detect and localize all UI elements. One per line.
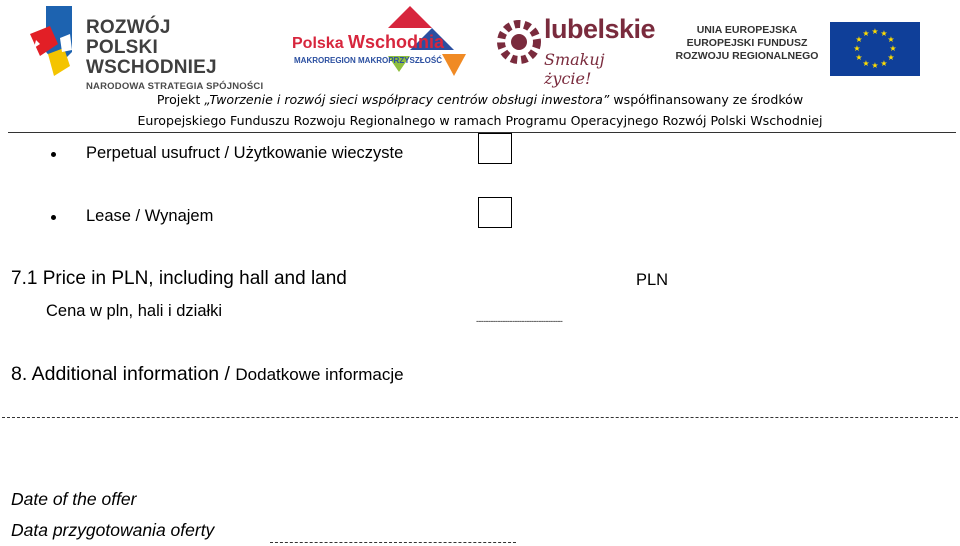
project-line-2: Europejskiego Funduszu Rozwoju Regionalnego w ramach Programu Operacyjnego Rozwój Polski Wschodniej [137, 113, 823, 128]
project-suffix: współfinansowany ze środków [609, 92, 804, 107]
logo-polska-wschodnia [292, 6, 472, 76]
checkbox-perpetual-usufruct[interactable] [478, 133, 512, 164]
additional-info-heading [11, 363, 404, 386]
price-currency: PLN [636, 271, 669, 289]
ue-line1: UNIA EUROPEJSKA [696, 24, 798, 36]
project-line-1 [0, 92, 960, 107]
checkbox-lease[interactable] [478, 197, 512, 228]
additional-info-input-line[interactable] [2, 417, 958, 418]
project-prefix: Projekt [156, 92, 205, 107]
ue-line2: EUROPEJSKI FUNDUSZ [686, 37, 808, 49]
logo-rozwoj-polski-wschodniej [28, 4, 278, 92]
rps-line3: NARODOWA STRATEGIA SPÓJNOŚCI [86, 81, 264, 92]
svg-text:★: ★ [887, 53, 895, 62]
svg-text:★: ★ [862, 29, 870, 38]
lubelskie-gear-icon [496, 12, 542, 72]
price-heading: 7.1 Price in PLN, including hall and land [11, 268, 347, 289]
svg-text:★: ★ [862, 59, 870, 68]
additional-heading-pl: Dodatkowe informacje [235, 365, 404, 384]
eu-flag-icon [830, 22, 920, 76]
pw-line1 [292, 32, 444, 53]
date-label-pl: Data przygotowania oferty [11, 520, 215, 540]
rps-line2: POLSKI WSCHODNIEJ [86, 37, 217, 78]
ue-line3: ROZWOJU REGIONALNEGO [675, 50, 819, 62]
option-perpetual-usufruct-label: Perpetual usufruct / Użytkowanie wieczyste [86, 144, 404, 162]
svg-text:★: ★ [887, 35, 895, 44]
pw-line2: MAKROREGION MAKROPRZYSZŁOŚĆ [294, 56, 442, 65]
svg-text:★: ★ [880, 59, 888, 68]
project-title: „Tworzenie i rozwój sieci współpracy centrów obsługi inwestora” [204, 92, 610, 107]
additional-heading-en: 8. Additional information / [11, 363, 236, 385]
option-lease-label: Lease / Wynajem [86, 207, 214, 225]
pw-line1a: Polska [292, 35, 349, 52]
logo-lubelskie [496, 6, 656, 88]
date-label-en: Date of the offer [11, 489, 137, 509]
lubelskie-slogan: Smakuj życie! [544, 50, 605, 88]
bullet-icon [51, 152, 56, 157]
svg-text:★: ★ [880, 29, 888, 38]
logo-unia-europejska [668, 22, 920, 76]
price-heading-pl: Cena w pln, hali i działki [46, 302, 223, 320]
bullet-icon [51, 215, 56, 220]
svg-text:★: ★ [855, 35, 863, 44]
svg-text:★: ★ [855, 53, 863, 62]
pw-line1b: Wschodnia [348, 32, 445, 52]
price-input-line[interactable]: ------------------------------------ [476, 316, 563, 326]
date-input-line[interactable] [270, 542, 516, 543]
lubelskie-title: lubelskie [544, 14, 656, 44]
svg-text:★: ★ [871, 61, 879, 70]
svg-text:★: ★ [889, 44, 897, 53]
rps-line1: ROZWÓJ [86, 17, 171, 38]
rps-emblem-icon [28, 4, 86, 80]
svg-text:★: ★ [853, 44, 861, 53]
svg-text:★: ★ [871, 27, 879, 36]
